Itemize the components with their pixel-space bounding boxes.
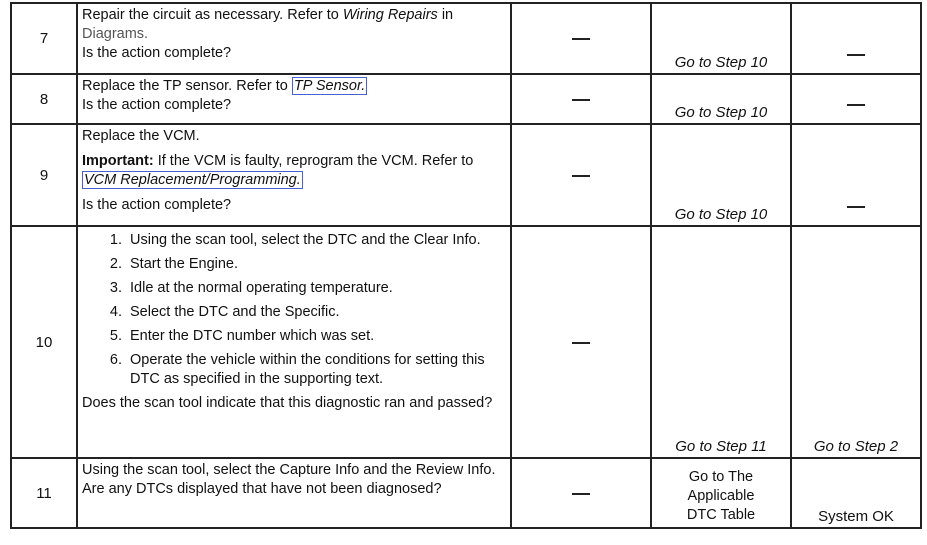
value-cell bbox=[511, 124, 651, 226]
action-text: Replace the VCM. bbox=[82, 128, 200, 144]
step-number: 10 bbox=[11, 226, 77, 458]
vcm-programming-link[interactable]: VCM Replacement/Programming. bbox=[84, 172, 301, 188]
action-text: Replace the TP sensor. Refer to TP Sensor. bbox=[82, 78, 366, 94]
action-cell bbox=[77, 74, 511, 124]
yes-cell bbox=[651, 226, 791, 458]
yes-go-to: Go to Step 10 bbox=[674, 54, 768, 71]
tp-sensor-link[interactable]: TP Sensor. bbox=[293, 78, 366, 94]
value-cell bbox=[511, 3, 651, 74]
no-dash bbox=[847, 54, 865, 56]
list-item: 6. Operate the vehicle within the conditions for setting this DTC as specified in the supporting text. bbox=[126, 351, 507, 389]
value-dash bbox=[572, 493, 590, 495]
yes-go-to: Go to Step 10 bbox=[674, 104, 768, 121]
list-item: 2. Start the Engine. bbox=[126, 255, 507, 274]
no-result: System OK bbox=[818, 508, 894, 525]
step-number: 11 bbox=[11, 458, 77, 528]
table-row-step-8 bbox=[11, 74, 921, 124]
important-note: Important: If the VCM is faulty, reprogram the VCM. Refer to VCM Replacement/Programming. bbox=[82, 153, 474, 188]
yes-cell bbox=[651, 458, 791, 528]
yes-go-to: Go to Step 11 bbox=[675, 438, 767, 455]
table-row-step-11 bbox=[11, 458, 921, 528]
action-question: Are any DTCs displayed that have not been diagnosed? bbox=[82, 481, 442, 497]
procedure-steps bbox=[82, 231, 507, 389]
no-cell bbox=[791, 3, 921, 74]
action-text-continued: Diagrams. bbox=[82, 26, 149, 42]
action-cell bbox=[77, 3, 511, 74]
yes-go-to bbox=[652, 468, 790, 525]
action-question: Is the action complete? bbox=[82, 197, 232, 213]
table-row-step-10 bbox=[11, 226, 921, 458]
yes-cell bbox=[651, 124, 791, 226]
action-cell bbox=[77, 458, 511, 528]
yes-cell bbox=[651, 74, 791, 124]
no-cell bbox=[791, 226, 921, 458]
action-text: Repair the circuit as necessary. Refer to Wiring Repairs in bbox=[82, 7, 454, 23]
no-dash bbox=[847, 104, 865, 106]
table-row-step-9 bbox=[11, 124, 921, 226]
list-item: 5. Enter the DTC number which was set. bbox=[126, 327, 507, 346]
no-cell bbox=[791, 124, 921, 226]
action-cell bbox=[77, 124, 511, 226]
yes-go-to: Go to Step 10 bbox=[674, 206, 768, 223]
yes-line: Go to The bbox=[688, 469, 754, 485]
value-dash bbox=[572, 99, 590, 101]
value-cell bbox=[511, 226, 651, 458]
step-number: 7 bbox=[11, 3, 77, 74]
step-number: 8 bbox=[11, 74, 77, 124]
no-go-to: Go to Step 2 bbox=[813, 438, 899, 455]
value-dash bbox=[572, 38, 590, 40]
value-dash bbox=[572, 175, 590, 177]
step-number: 9 bbox=[11, 124, 77, 226]
list-item: 3. Idle at the normal operating temperature. bbox=[126, 279, 507, 298]
action-question: Does the scan tool indicate that this diagnostic ran and passed? bbox=[82, 395, 493, 411]
list-item: 4. Select the DTC and the Specific. bbox=[126, 303, 507, 322]
yes-cell bbox=[651, 3, 791, 74]
value-dash bbox=[572, 342, 590, 344]
diagnostic-table bbox=[10, 2, 922, 529]
list-item: 1. Using the scan tool, select the DTC and the Clear Info. bbox=[126, 231, 507, 250]
yes-line: Applicable bbox=[687, 488, 755, 504]
value-cell bbox=[511, 74, 651, 124]
no-cell bbox=[791, 74, 921, 124]
table-row-step-7 bbox=[11, 3, 921, 74]
value-cell bbox=[511, 458, 651, 528]
action-question: Is the action complete? bbox=[82, 97, 232, 113]
yes-line: DTC Table bbox=[686, 507, 756, 523]
action-cell bbox=[77, 226, 511, 458]
no-cell bbox=[791, 458, 921, 528]
action-text: Using the scan tool, select the Capture Info and the Review Info. bbox=[82, 462, 496, 478]
wiring-repairs-reference: Wiring Repairs bbox=[342, 7, 438, 23]
action-question: Is the action complete? bbox=[82, 45, 232, 61]
important-label: Important: bbox=[82, 153, 154, 169]
no-dash bbox=[847, 206, 865, 208]
